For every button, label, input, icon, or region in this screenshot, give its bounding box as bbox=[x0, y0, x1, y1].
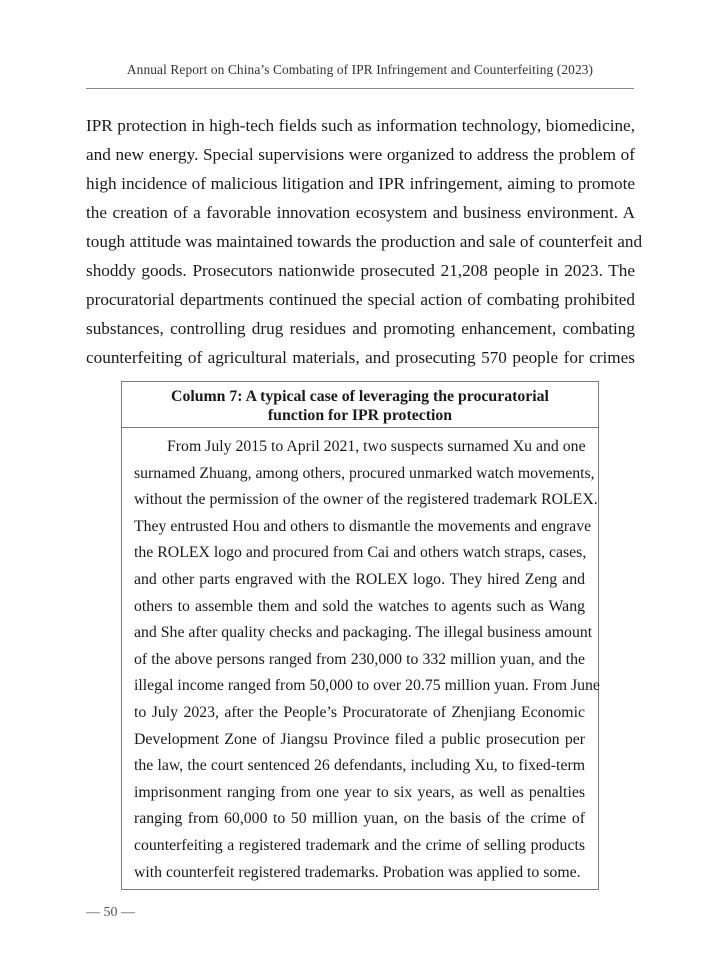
case-line: illegal income ranged from 50,000 to over 20.75 million yuan. From June bbox=[134, 677, 600, 695]
case-line: and other parts engraved with the ROLEX logo. They hired Zeng and bbox=[134, 570, 585, 588]
case-line: counterfeiting a registered trademark and the crime of selling products bbox=[134, 836, 585, 854]
body-line: and new energy. Special supervisions were organized to address the problem of bbox=[86, 145, 635, 164]
body-line: substances, controlling drug residues and promoting enhancement, combating bbox=[86, 319, 635, 338]
body-line: procuratorial departments continued the special action of combating prohibited bbox=[86, 290, 635, 309]
case-line: without the permission of the owner of the registered trademark ROLEX. bbox=[134, 491, 598, 509]
case-line: imprisonment ranging from one year to six years, as well as penalties bbox=[134, 783, 585, 801]
body-line: counterfeiting of agricultural materials, and prosecuting 570 people for crimes bbox=[86, 348, 635, 367]
body-line: the creation of a favorable innovation ecosystem and business environment. A bbox=[86, 203, 635, 222]
case-line: ranging from 60,000 to 50 million yuan, on the basis of the crime of bbox=[134, 810, 585, 828]
body-line: high incidence of malicious litigation and IPR infringement, aiming to promote bbox=[86, 174, 635, 193]
case-column-box bbox=[121, 381, 599, 890]
case-line: to July 2023, after the People’s Procuratorate of Zhenjiang Economic bbox=[134, 703, 585, 721]
case-line: with counterfeit registered trademarks. Probation was applied to some. bbox=[134, 863, 581, 881]
case-line: the law, the court sentenced 26 defendants, including Xu, to fixed-term bbox=[134, 757, 585, 775]
case-line: of the above persons ranged from 230,000 to 332 million yuan, and the bbox=[134, 650, 585, 668]
case-column-body bbox=[122, 428, 598, 886]
body-line: IPR protection in high-tech fields such as information technology, biomedicine, bbox=[86, 116, 635, 135]
case-column-title bbox=[122, 382, 598, 428]
header-rule bbox=[86, 88, 634, 89]
page-number: — 50 — bbox=[86, 905, 135, 920]
body-paragraph bbox=[86, 111, 643, 372]
case-line: They entrusted Hou and others to dismantle the movements and engrave bbox=[134, 517, 592, 535]
case-title-line: Column 7: A typical case of leveraging the procuratorial bbox=[171, 388, 549, 405]
running-header: Annual Report on China’s Combating of IPR Infringement and Counterfeiting (2023) bbox=[126, 62, 594, 77]
body-line: tough attitude was maintained towards the production and sale of counterfeit and bbox=[86, 232, 643, 251]
body-line: shoddy goods. Prosecutors nationwide prosecuted 21,208 people in 2023. The bbox=[86, 261, 635, 280]
case-line: and She after quality checks and packaging. The illegal business amount bbox=[134, 624, 593, 642]
case-title-line: function for IPR protection bbox=[267, 407, 453, 424]
case-line: surnamed Zhuang, among others, procured unmarked watch movements, bbox=[134, 464, 595, 482]
case-line: From July 2015 to April 2021, two suspects surnamed Xu and one bbox=[167, 438, 586, 455]
case-line: the ROLEX logo and procured from Cai and others watch straps, cases, bbox=[134, 544, 587, 562]
case-line: others to assemble them and sold the watches to agents such as Wang bbox=[134, 597, 585, 615]
case-line: Development Zone of Jiangsu Province filed a public prosecution per bbox=[134, 730, 585, 748]
